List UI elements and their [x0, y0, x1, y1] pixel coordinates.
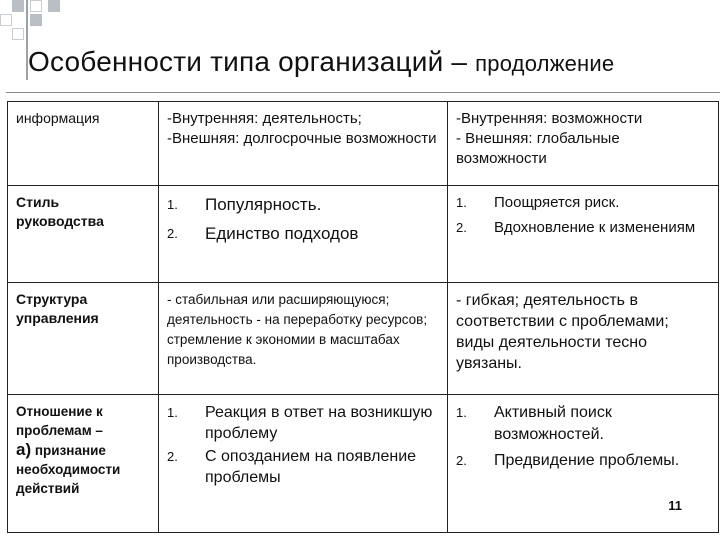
comparison-table: [7, 101, 719, 533]
list-item: [456, 218, 710, 238]
title-divider: [6, 92, 720, 93]
decor-square-icon: [48, 0, 60, 12]
numbered-list: [167, 402, 439, 488]
table-cell: [448, 283, 719, 395]
table-row: [8, 283, 719, 395]
list-number: 1.: [167, 197, 178, 212]
list-number: 1.: [456, 405, 467, 420]
slide-title: [28, 46, 614, 78]
list-text: Предвидение проблемы.: [494, 452, 680, 469]
table-cell: [159, 283, 448, 395]
row-header-letter: а): [16, 440, 32, 459]
list-text: Поощряется риск.: [494, 194, 620, 211]
list-item: [456, 402, 710, 446]
list-text: Единство подходов: [205, 224, 359, 243]
cell-line: - Внешняя: глобальные возможности: [456, 130, 620, 167]
row-header-cell: [8, 186, 159, 283]
table-cell: [159, 395, 448, 533]
table-row: [8, 102, 719, 186]
list-number: 2.: [456, 453, 467, 468]
list-item: [456, 193, 710, 213]
decor-square-icon: [30, 0, 42, 12]
page-number: 11: [668, 498, 682, 513]
table-cell: [448, 395, 719, 533]
title-main: Особенности типа организаций: [28, 46, 444, 77]
row-header-cell: [8, 395, 159, 533]
table-cell: [159, 102, 448, 186]
list-text: Реакция в ответ на возникшую проблему: [205, 404, 433, 442]
corner-decoration: [0, 0, 60, 40]
list-text: С опозданием на появление проблемы: [205, 448, 417, 486]
title-sub: продолжение: [475, 51, 615, 76]
list-number: 1.: [167, 405, 178, 420]
decor-square-icon: [12, 28, 24, 40]
row-header-structure: Структура управления: [16, 291, 99, 326]
decor-square-icon: [12, 0, 24, 12]
numbered-list: [456, 402, 710, 472]
numbered-list: [167, 193, 439, 245]
list-item: [167, 193, 439, 216]
list-text: Активный поиск возможностей.: [494, 404, 612, 443]
cell-text: - стабильная или расширяющуюся; деятельность - на переработку ресурсов; стремление к экономии в масштабах производства.: [167, 292, 428, 367]
title-dash: –: [443, 46, 476, 77]
row-header-problems: Отношение к проблемам –: [16, 404, 103, 438]
table-cell: [159, 186, 448, 283]
list-item: [167, 222, 439, 245]
decor-square-icon: [0, 14, 12, 26]
cell-text: - гибкая; деятельность в соответствии с проблемами; виды деятельности тесно увязаны.: [456, 292, 669, 372]
list-item: [456, 450, 710, 472]
table-cell: [448, 102, 719, 186]
list-number: 2.: [167, 449, 178, 464]
table-cell: [448, 186, 719, 283]
list-text: Вдохновление к изменениям: [494, 219, 696, 236]
cell-line: -Внешняя: долгосрочные возможности: [167, 130, 437, 147]
table-row: [8, 395, 719, 533]
list-number: 1.: [456, 195, 467, 210]
list-number: 2.: [167, 226, 178, 241]
row-header-cell: [8, 283, 159, 395]
list-text: Популярность.: [205, 195, 322, 214]
cell-line: -Внутренняя: возможности: [456, 110, 643, 127]
row-header-information: информация: [16, 110, 100, 126]
numbered-list: [456, 193, 710, 238]
cell-line: -Внутренняя: деятельность;: [167, 110, 362, 127]
list-item: [167, 402, 439, 444]
decor-square-icon: [30, 14, 42, 26]
row-header-leadership: Стиль руководства: [16, 194, 104, 229]
row-header-recognition: признание необходимости действий: [16, 443, 121, 496]
list-number: 2.: [456, 220, 467, 235]
table-row: [8, 186, 719, 283]
list-item: [167, 446, 439, 488]
row-header-cell: [8, 102, 159, 186]
